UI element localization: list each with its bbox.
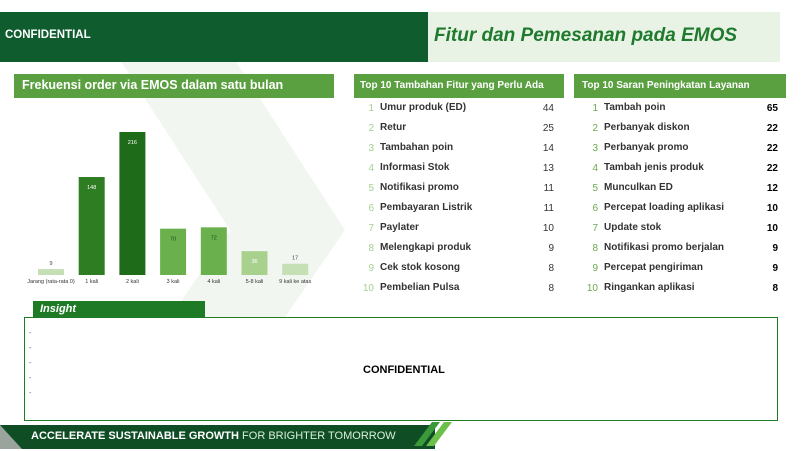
chart-category-label: 5-8 kali [245,279,264,285]
list-item-value: 10 [766,203,778,214]
insight-tab [33,301,205,318]
order-frequency-chart [14,100,334,300]
footer-bold-text: ACCELERATE SUSTAINABLE GROWTH [31,430,239,442]
list-item-rank: 4 [592,163,598,174]
insight-box [24,317,778,421]
list-item-rank: 6 [368,203,374,214]
list-item [360,140,556,160]
chart-bar [38,269,64,275]
list-item-label: Retur [380,122,407,133]
list-item [584,240,780,260]
list-item-rank: 1 [592,103,598,114]
list-item-label: Munculkan ED [604,182,673,193]
list-item-label: Percepat loading aplikasi [604,202,725,213]
footer-corner-triangle [0,425,22,449]
list-item-rank: 9 [592,263,598,274]
chart-value-label: 9 [49,261,53,268]
list-item [584,220,780,240]
list-item-rank: 3 [592,143,598,154]
list-item-rank: 4 [368,163,374,174]
insight-bullets: - - - - - [29,330,32,397]
list-item [584,280,780,300]
list-item-value: 12 [766,183,778,194]
page-title: Fitur dan Pemesanan pada EMOS [434,25,738,46]
list-item-value: 8 [548,263,554,274]
insight-title: Insight [40,303,77,315]
list-item-rank: 8 [592,243,598,254]
list-item-label: Pembayaran Listrik [380,202,473,213]
list-item-label: Tambah poin [604,102,666,113]
list-item-value: 14 [542,143,554,154]
chart-category-label: Jarang (rata-rata 0) [27,279,75,285]
insight-body: CONFIDENTIAL [363,364,445,376]
list-item-value: 25 [542,123,554,134]
list-item [584,200,780,220]
chart-value-label: 70 [170,236,177,243]
improvements-panel-title: Top 10 Saran Peningkatan Layanan [574,74,786,98]
list-item-label: Paylater [380,222,419,233]
list-item [360,100,556,120]
list-item-rank: 2 [592,123,598,134]
list-item [360,260,556,280]
features-panel-title: Top 10 Tambahan Fitur yang Perlu Ada [354,74,564,98]
list-item [360,240,556,260]
list-item-rank: 8 [368,243,374,254]
list-item-value: 11 [543,183,554,194]
chart-bar [119,132,145,275]
chart-bar [282,264,308,275]
list-item-label: Notifikasi promo berjalan [604,242,725,253]
chart-category-label: 2 kali [125,279,139,285]
footer-light-text: FOR BRIGHTER TOMORROW [242,430,396,442]
list-item-label: Update stok [604,222,662,233]
chart-value-label: 216 [127,140,137,146]
chart-value-label: 148 [87,185,97,192]
list-item [360,280,556,300]
list-item-rank: 2 [368,123,374,134]
list-item-value: 13 [542,163,554,174]
list-item-rank: 9 [368,263,374,274]
features-list [360,100,556,300]
list-item-rank: 6 [592,203,598,214]
list-item-rank: 10 [362,283,374,294]
list-item-label: Pembelian Pulsa [380,282,460,293]
list-item-value: 44 [542,103,554,114]
list-item-value: 22 [766,143,778,154]
list-item [584,140,780,160]
chart-bar [79,177,105,275]
list-item-label: Informasi Stok [380,162,450,173]
list-item-label: Percepat pengiriman [604,262,703,273]
list-item-value: 8 [548,283,554,294]
improvements-list [584,100,780,300]
chart-bar [160,229,186,275]
list-item-rank: 5 [368,183,374,194]
list-item [584,120,780,140]
list-item-label: Tambah jenis produk [604,162,704,173]
list-item-value: 11 [543,203,554,214]
chart-value-label: 72 [210,235,217,242]
list-item [584,180,780,200]
list-item-value: 22 [766,123,778,134]
chart-value-label: 36 [251,259,258,266]
list-item-rank: 3 [368,143,374,154]
chart-panel-title: Frekuensi order via EMOS dalam satu bulan [14,74,334,98]
list-item [360,180,556,200]
arrow-logo-icon [412,418,452,448]
list-item [360,220,556,240]
list-item-rank: 10 [586,283,598,294]
list-item-value: 9 [772,263,778,274]
list-item-rank: 5 [592,183,598,194]
list-item-label: Melengkapi produk [380,242,472,253]
list-item [584,160,780,180]
list-item [360,200,556,220]
list-item-label: Cek stok kosong [380,262,461,273]
list-item-label: Notifikasi promo [380,182,459,193]
footer-bar [0,425,435,449]
list-item-value: 10 [766,223,778,234]
list-item-value: 22 [766,163,778,174]
chart-category-label: 3 kali [166,279,180,285]
chart-category-label: 1 kali [85,279,99,285]
list-item-rank: 7 [368,223,374,234]
list-item-label: Ringankan aplikasi [604,282,695,293]
chart-category-label: 9 kali ke atas [279,279,312,285]
list-item [360,160,556,180]
list-item-label: Perbanyak promo [604,142,689,153]
list-item-label: Umur produk (ED) [380,102,467,113]
list-item-label: Tambahan poin [380,142,454,153]
list-item-value: 65 [766,103,778,114]
list-item [360,120,556,140]
chart-category-label: 4 kali [207,279,221,285]
list-item-value: 9 [548,243,554,254]
header-confidential-label: CONFIDENTIAL [5,29,91,41]
list-item-label: Perbanyak diskon [604,122,690,133]
list-item [584,260,780,280]
list-item-rank: 1 [368,103,374,114]
list-item [584,100,780,120]
chart-value-label: 17 [292,255,299,262]
header-confidential-bar [0,12,428,62]
header-title-bar [428,12,780,62]
list-item-value: 9 [772,243,778,254]
list-item-value: 8 [772,283,778,294]
list-item-rank: 7 [592,223,598,234]
footer-tagline [31,430,396,442]
list-item-value: 10 [542,223,554,234]
